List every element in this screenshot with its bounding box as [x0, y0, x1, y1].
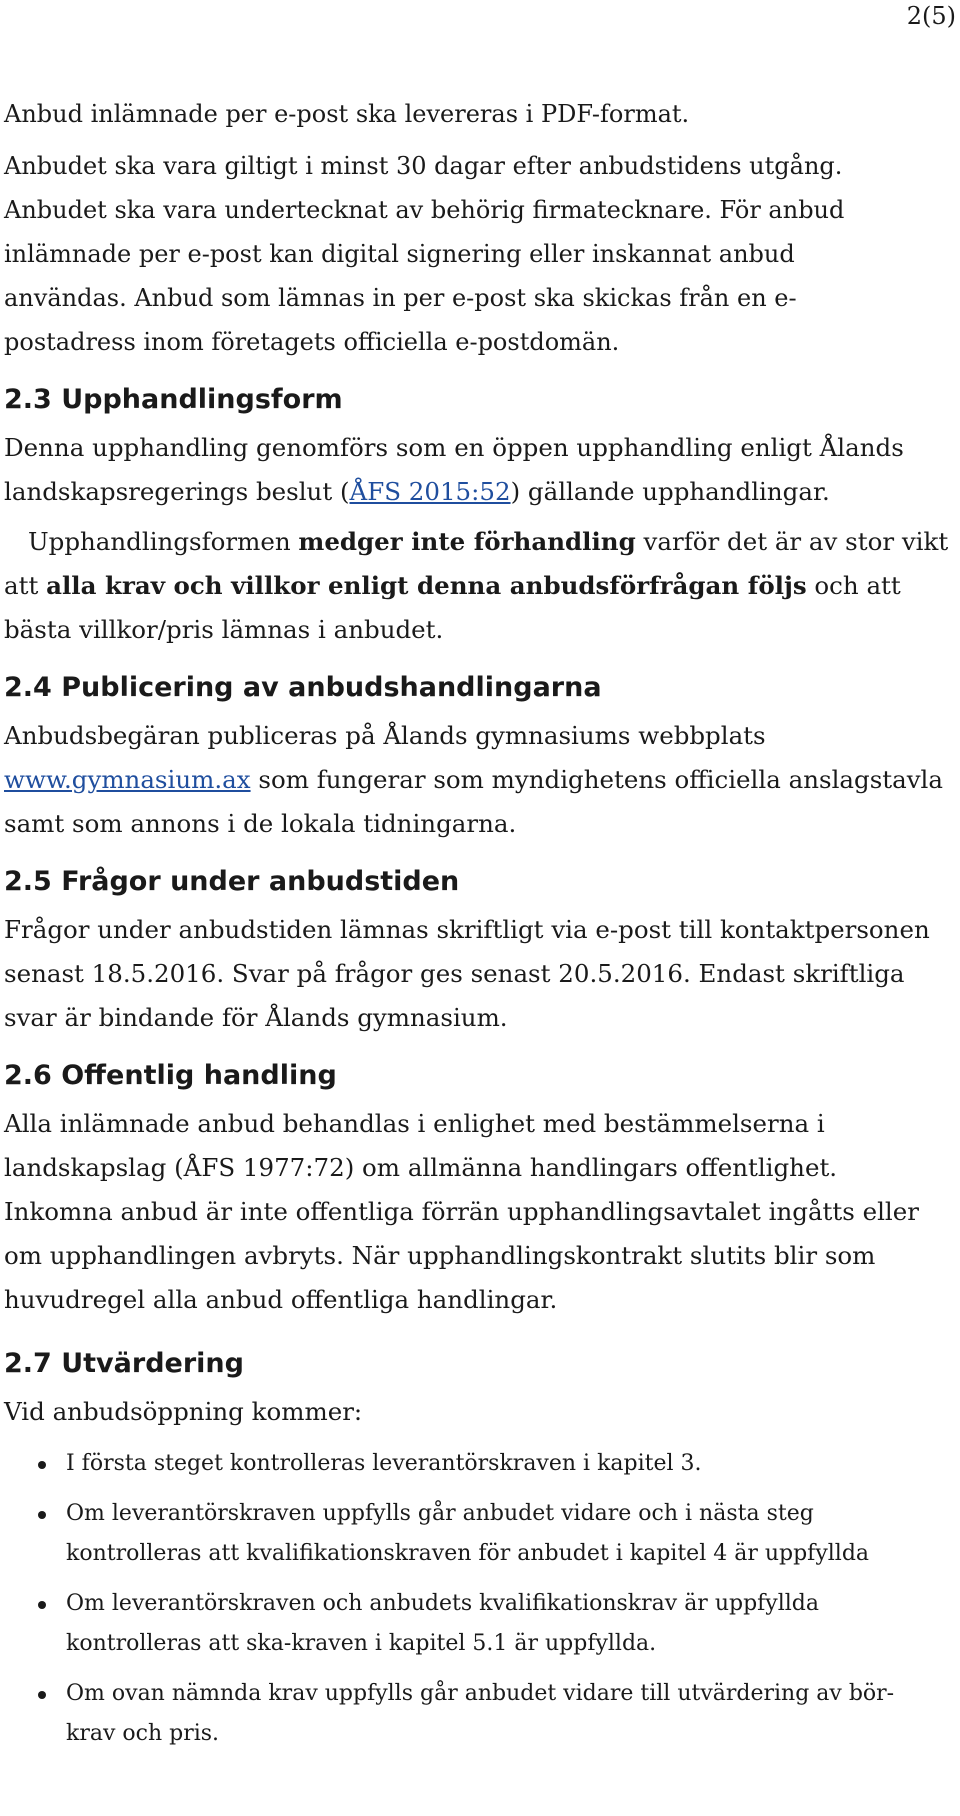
list-item [4, 1674, 934, 1754]
section-heading-upphandlingsform: 2.3 Upphandlingsform [4, 384, 343, 415]
intro-paragraph-pdf: Anbud inlämnade per e-post ska levereras i PDF-format. [4, 100, 690, 128]
utvardering-list [4, 1444, 934, 1754]
afs-link[interactable]: ÅFS 2015:52 [349, 477, 511, 506]
section-heading-offentlig-handling: 2.6 Offentlig handling [4, 1060, 337, 1091]
bullet-icon [38, 1511, 46, 1519]
section-heading-fragor: 2.5 Frågor under anbudstiden [4, 866, 460, 897]
utvardering-intro: Vid anbudsöppning kommer: [4, 1397, 363, 1426]
document-body [4, 92, 954, 1764]
forhandling-bold-b: alla krav och villkor enligt denna anbudsförfrågan följs [46, 571, 807, 600]
upphandlingsform-paragraph [4, 426, 954, 514]
bullet-icon [38, 1691, 46, 1699]
list-item-text: Om leverantörskraven uppfylls går anbudet vidare och i nästa steg kontrolleras att kvalifikationskraven för anbudet i kapitel 4 är uppfyllda [66, 1501, 870, 1566]
bullet-icon [38, 1461, 46, 1469]
publicering-text-post: som fungerar som myndighetens officiella anslagstavla samt som annons i de lokala tidningarna. [4, 765, 944, 838]
forhandling-paragraph [4, 520, 954, 652]
list-item [4, 1444, 934, 1484]
list-item [4, 1584, 934, 1664]
forhandling-bold-a: medger inte förhandling [298, 527, 636, 556]
website-link[interactable]: www.gymnasium.ax [4, 765, 251, 794]
offentlig-handling-paragraph: Alla inlämnade anbud behandlas i enlighet med bestämmelserna i landskapslag (ÅFS 1977:72) om allmänna handlingars offentlighet. Inkomna anbud är inte offentliga förrän upphandlingsavtalet ingåtts eller om upphandlingen avbryts. När upphandlingskontrakt slutits blir som huvudregel alla anbud offentliga handlingar. [4, 1109, 919, 1314]
section-heading-publicering: 2.4 Publicering av anbudshandlingarna [4, 672, 602, 703]
list-item-text: I första steget kontrolleras leverantörskraven i kapitel 3. [66, 1451, 702, 1476]
forhandling-text-a: Upphandlingsformen [28, 527, 299, 556]
publicering-text-pre: Anbudsbegäran publiceras på Ålands gymnasiums webbplats [4, 721, 766, 750]
list-item [4, 1494, 934, 1574]
page-number: 2(5) [906, 2, 956, 30]
fragor-paragraph: Frågor under anbudstiden lämnas skriftligt via e-post till kontaktpersonen senast 18.5.2016. Svar på frågor ges senast 20.5.2016. Endast skriftliga svar är bindande för Ålands gymnasium. [4, 915, 930, 1032]
list-item-text: Om ovan nämnda krav uppfylls går anbudet vidare till utvärdering av bör-krav och pris. [66, 1681, 895, 1746]
section-heading-utvardering: 2.7 Utvärdering [4, 1348, 244, 1379]
list-item-text: Om leverantörskraven och anbudets kvalifikationskrav är uppfyllda kontrolleras att ska-kraven i kapitel 5.1 är uppfyllda. [66, 1591, 819, 1656]
upphandlingsform-text-post: ) gällande upphandlingar. [510, 477, 830, 506]
forhandling-text-c: och att bästa villkor/pris lämnas i anbudet. [4, 571, 901, 644]
forhandling-text-b: varför det är av stor vikt att [4, 527, 949, 600]
bullet-icon [38, 1601, 46, 1609]
intro-paragraph-validity: Anbudet ska vara giltigt i minst 30 dagar efter anbudstidens utgång. Anbudet ska vara undertecknat av behörig firmatecknare. För anbud inlämnade per e-post kan digital signering eller inskannat anbud användas. Anbud som lämnas in per e-post ska skickas från en e-postadress inom företagets officiella e-postdomän. [4, 152, 845, 356]
publicering-paragraph [4, 714, 954, 846]
upphandlingsform-text-pre: Denna upphandling genomförs som en öppen upphandling enligt Ålands landskapsregerings beslut ( [4, 433, 904, 506]
